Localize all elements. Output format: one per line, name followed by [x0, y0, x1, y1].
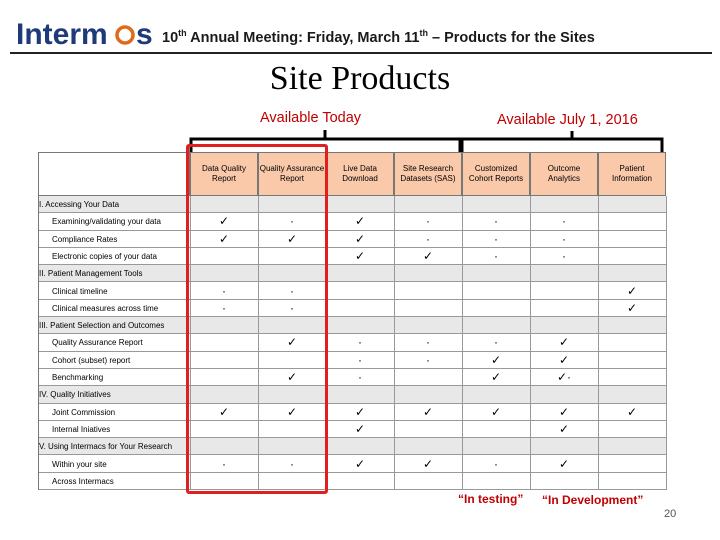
available-today-highlight-box — [186, 144, 328, 494]
mark-cell: · — [426, 352, 430, 367]
column-header: Customized Cohort Reports — [462, 152, 530, 196]
slide-title: Site Products — [269, 60, 451, 97]
mark-cell — [394, 198, 462, 213]
mark-cell — [598, 440, 666, 455]
column-header: Site Research Datasets (SAS) — [394, 152, 462, 196]
mark-cell — [394, 388, 462, 403]
mark-cell: ✓ — [626, 300, 638, 315]
mark-cell — [326, 267, 394, 282]
mark-cell: ✓ — [626, 404, 638, 419]
mark-cell — [530, 388, 598, 403]
mark-cell — [598, 423, 666, 438]
row-label: Benchmarking — [52, 373, 104, 382]
mark-cell — [394, 423, 462, 438]
section-label: V. Using Intermacs for Your Research — [39, 442, 173, 452]
column-divider — [462, 196, 463, 490]
mark-cell: ✓ — [422, 404, 434, 419]
mark-cell — [462, 388, 530, 403]
row-label: Examining/validating your data — [52, 217, 161, 227]
mark-cell: ✓ — [218, 231, 230, 246]
mark-cell — [326, 285, 394, 300]
mark-cell: · — [222, 300, 226, 315]
mark-cell: · — [494, 335, 498, 350]
table-corner-cell — [38, 152, 190, 196]
mark-cell: · — [290, 283, 294, 298]
column-divider — [530, 196, 531, 490]
mark-cell: ✓ — [286, 231, 298, 246]
row-label: Cohort (subset) report — [52, 355, 131, 365]
row-label: Quality Assurance Report — [52, 338, 143, 348]
row-label: Clinical measures across time — [52, 303, 159, 313]
group-label-available-today: Available Today — [260, 110, 362, 126]
mark-cell: · — [426, 214, 430, 229]
site-products-table — [38, 152, 666, 490]
column-header: Data Quality Report — [190, 152, 258, 196]
mark-cell — [394, 319, 462, 334]
mark-cell: ✓ — [354, 456, 366, 471]
column-header: Patient Information — [598, 152, 666, 196]
mark-cell — [394, 267, 462, 282]
table-left-border — [38, 196, 39, 490]
mark-cell: · — [426, 231, 430, 246]
mark-cell: · — [358, 335, 362, 350]
mark-cell: · — [426, 335, 430, 350]
mark-cell: ✓ — [558, 421, 570, 436]
mark-cell — [394, 371, 462, 386]
mark-cell: ✓ — [558, 335, 570, 350]
mark-cell — [462, 302, 530, 317]
row-label: Across Intermacs — [52, 476, 114, 486]
mark-cell — [598, 354, 666, 369]
mark-cell: ✓ — [558, 404, 570, 419]
mark-cell — [598, 336, 666, 351]
mark-cell: ✓ — [558, 456, 570, 471]
mark-cell — [462, 198, 530, 213]
mark-cell: · — [562, 214, 566, 229]
mark-cell: ✓ — [558, 352, 570, 367]
header-title: 10th Annual Meeting: Friday, March 11th – Products for the Sites — [162, 28, 595, 46]
mark-cell — [462, 319, 530, 334]
mark-cell — [462, 267, 530, 282]
column-divider — [598, 196, 599, 490]
mark-cell — [326, 302, 394, 317]
mark-cell: · — [494, 214, 498, 229]
mark-cell: · — [358, 352, 362, 367]
group-label-available-july: Available July 1, 2016 — [497, 112, 638, 128]
mark-cell: · — [222, 283, 226, 298]
mark-cell: ✓ — [490, 352, 502, 367]
mark-cell: ✓ — [354, 248, 366, 263]
mark-cell — [462, 475, 530, 490]
mark-cell — [598, 215, 666, 230]
mark-cell — [598, 458, 666, 473]
row-label: Joint Commission — [52, 407, 116, 417]
mark-cell — [530, 267, 598, 282]
mark-cell — [326, 319, 394, 334]
mark-cell — [530, 198, 598, 213]
mark-cell: ✓ — [354, 214, 366, 229]
mark-cell: ✓ — [354, 231, 366, 246]
mark-cell: · — [494, 231, 498, 246]
mark-cell — [394, 440, 462, 455]
mark-cell: · — [562, 248, 566, 263]
mark-cell: · — [358, 370, 362, 384]
column-divider — [394, 196, 395, 490]
mark-cell — [598, 371, 666, 386]
column-divider — [666, 196, 667, 490]
mark-cell: ✓ — [354, 404, 366, 419]
mark-cell — [326, 388, 394, 403]
mark-cell — [462, 440, 530, 455]
mark-cell — [598, 475, 666, 490]
mark-cell: · — [290, 456, 294, 471]
row-label: Electronic copies of your data — [52, 251, 157, 261]
mark-cell — [598, 388, 666, 403]
mark-cell — [598, 250, 666, 265]
bracket-available-july — [462, 131, 662, 152]
mark-cell — [530, 319, 598, 334]
mark-cell: ✓ — [490, 404, 502, 419]
mark-cell — [530, 285, 598, 300]
section-label: IV. Quality Initiatives — [39, 390, 111, 400]
mark-cell — [530, 440, 598, 455]
mark-cell: · — [562, 231, 566, 246]
mark-cell — [326, 440, 394, 455]
mark-cell: · — [494, 248, 498, 263]
mark-cell — [462, 285, 530, 300]
mark-cell — [530, 475, 598, 490]
column-header: Live Data Download — [326, 152, 394, 196]
mark-cell: · — [290, 300, 294, 315]
mark-cell — [326, 198, 394, 213]
row-label: Internal Iniatives — [52, 424, 111, 434]
mark-cell — [394, 475, 462, 490]
mark-cell — [462, 423, 530, 438]
mark-cell: ✓ — [490, 370, 502, 384]
row-label: Compliance Rates — [52, 234, 118, 244]
section-label: I. Accessing Your Data — [39, 200, 120, 209]
mark-cell — [326, 475, 394, 490]
mark-cell: · — [494, 456, 498, 471]
mark-cell: ✓ — [422, 456, 434, 471]
page-number: 20 — [664, 508, 677, 520]
mark-cell — [530, 302, 598, 317]
row-label: Within your site — [52, 459, 107, 469]
mark-cell: ✓ — [422, 248, 434, 263]
mark-cell: ✓ — [286, 370, 298, 384]
mark-cell: ✓ — [626, 283, 638, 298]
section-label: III. Patient Selection and Outcomes — [39, 321, 165, 331]
mark-cell: ✓ — [218, 404, 230, 419]
mark-cell — [394, 285, 462, 300]
label-in-testing: “In testing” — [458, 492, 524, 506]
label-in-development: “In Development” — [542, 493, 644, 507]
mark-cell: · — [290, 214, 294, 229]
mark-cell — [598, 319, 666, 334]
svg-text:Interm: Interm — [16, 18, 108, 51]
mark-cell — [394, 302, 462, 317]
column-header: Quality Assurance Report — [258, 152, 326, 196]
row-label: Clinical timeline — [52, 286, 108, 296]
mark-cell: · — [222, 456, 226, 471]
mark-cell — [598, 233, 666, 248]
mark-cell — [598, 267, 666, 282]
mark-cell: ✓ — [354, 421, 366, 436]
mark-cell: ✓ — [286, 335, 298, 350]
section-label: II. Patient Management Tools — [39, 269, 143, 279]
group-brackets — [0, 0, 720, 160]
mark-cell — [598, 198, 666, 213]
svg-text:s: s — [136, 18, 153, 51]
column-header: Outcome Analytics — [530, 152, 598, 196]
mark-cell: ✓ — [218, 214, 230, 229]
mark-cell: ✓· — [556, 370, 572, 384]
mark-cell: ✓ — [286, 404, 298, 419]
